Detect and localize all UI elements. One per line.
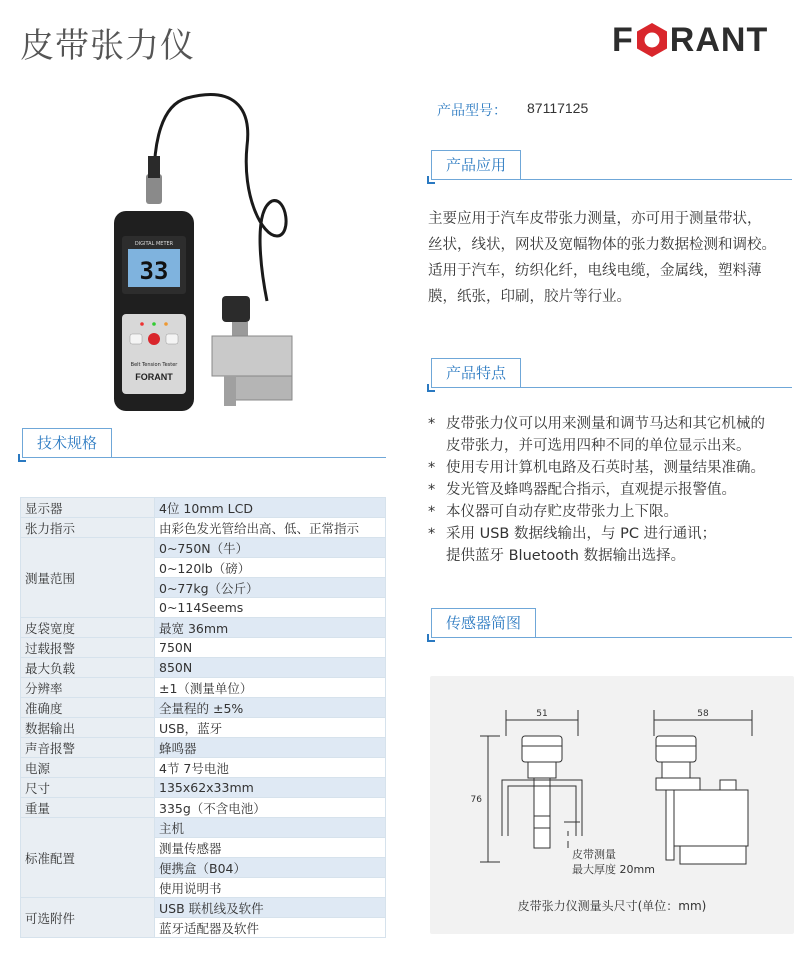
section-title-features: 产品特点 (431, 358, 521, 388)
feature-line: 使用专用计算机电路及石英时基，测量结果准确。 (446, 460, 765, 476)
sensor-caption: 皮带张力仪测量头尺寸(单位：mm) (517, 899, 707, 913)
spec-value: USB，蓝牙 (155, 718, 386, 738)
spec-value: 0~77kg（公斤） (155, 578, 386, 598)
spec-key: 分辨率 (21, 678, 155, 698)
sensor-drawing (430, 676, 794, 906)
feature-item: * 使用专用计算机电路及石英时基，测量结果准确。 (428, 460, 765, 476)
spec-key: 皮袋宽度 (21, 618, 155, 638)
spec-row (21, 658, 386, 678)
spec-value: 测量传感器 (155, 838, 386, 858)
spec-key: 电源 (21, 758, 155, 778)
spec-value: 使用说明书 (155, 878, 386, 898)
section-title-sensor: 传感器简图 (431, 608, 536, 638)
spec-row (21, 638, 386, 658)
brand-logo-letters-rant: RANT (669, 20, 769, 59)
meter-screen-reading: 33 (139, 257, 169, 285)
hex-nut-icon (635, 22, 669, 58)
spec-row (21, 778, 386, 798)
spec-value: ±1（测量单位） (155, 678, 386, 698)
section-header-sensor (431, 608, 792, 638)
spec-key: 张力指示 (21, 518, 155, 538)
spec-key: 重量 (21, 798, 155, 818)
spec-value: 750N (155, 638, 386, 658)
section-header-features (431, 358, 792, 388)
spec-key: 准确度 (21, 698, 155, 718)
feature-line: 皮带张力仪可以用来测量和调节马达和其它机械的 (446, 416, 765, 432)
section-divider (431, 387, 792, 388)
sensor-note-line1: 皮带测量 (572, 848, 616, 861)
spec-value: 全量程的 ±5% (155, 698, 386, 718)
brand-logo-letter-f: F (612, 20, 634, 59)
spec-value: 蜂鸣器 (155, 738, 386, 758)
sensor-note-line2: 最大厚度 20mm (572, 863, 655, 876)
meter-brand-text: FORANT (135, 372, 173, 382)
spec-row (21, 898, 386, 918)
application-line: 适用于汽车，纺织化纤，电线电缆，金属线，塑料薄 (428, 263, 762, 279)
application-line: 主要应用于汽车皮带张力测量，亦可用于测量带状， (428, 211, 762, 227)
spec-value: 4位 10mm LCD (155, 498, 386, 518)
meter-header-text: DIGITAL METER (134, 241, 174, 247)
spec-row (21, 498, 386, 518)
corner-mark (427, 634, 435, 642)
spec-key: 过载报警 (21, 638, 155, 658)
spec-key: 标准配置 (21, 818, 155, 898)
spec-row (21, 678, 386, 698)
spec-value: 135x62x33mm (155, 778, 386, 798)
spec-row (21, 698, 386, 718)
feature-line: 皮带张力，并可选用四种不同的单位显示出来。 (446, 438, 751, 454)
spec-value: 4节 7号电池 (155, 758, 386, 778)
product-model-value: 87117125 (527, 100, 589, 116)
product-model (437, 100, 588, 120)
page-title: 皮带张力仪 (20, 26, 195, 66)
spec-value: 蓝牙适配器及软件 (155, 918, 386, 938)
spec-row (21, 798, 386, 818)
spec-value: 主机 (155, 818, 386, 838)
spec-key: 最大负载 (21, 658, 155, 678)
feature-line: 本仪器可自动存贮皮带张力上下限。 (446, 504, 678, 520)
spec-row (21, 618, 386, 638)
section-header-application (431, 150, 792, 180)
brand-logo (612, 20, 768, 60)
spec-row (21, 518, 386, 538)
spec-value: 由彩色发光管给出高、低、正常指示 (155, 518, 386, 538)
spec-value: 0~120lb（磅） (155, 558, 386, 578)
spec-row (21, 738, 386, 758)
corner-mark (427, 384, 435, 392)
spec-row (21, 538, 386, 558)
corner-mark (427, 176, 435, 184)
section-divider (431, 179, 792, 180)
section-title-specs: 技术规格 (22, 428, 112, 458)
spec-row (21, 718, 386, 738)
spec-value: 0~750N（牛） (155, 538, 386, 558)
spec-row (21, 818, 386, 838)
spec-key: 数据输出 (21, 718, 155, 738)
application-line: 丝状，线状，网状及宽幅物体的张力数据检测和调校。 (428, 237, 776, 253)
spec-key: 尺寸 (21, 778, 155, 798)
sensor-diagram (430, 676, 794, 934)
spec-row (21, 758, 386, 778)
feature-line: 提供蓝牙 Bluetooth 数据输出选择。 (446, 548, 686, 564)
spec-value: 最宽 36mm (155, 618, 386, 638)
spec-key: 显示器 (21, 498, 155, 518)
meter-model-text: Belt Tension Tester (130, 362, 178, 368)
spec-key: 可选附件 (21, 898, 155, 938)
section-header-specs (22, 428, 386, 458)
features-list (428, 413, 796, 567)
feature-item: * 发光管及蜂鸣器配合指示，直观提示报警值。 (428, 482, 736, 498)
application-line: 膜，纸张，印刷，胶片等行业。 (428, 289, 631, 305)
belt-tension-meter-image (112, 86, 312, 416)
feature-item: * 皮带张力仪可以用来测量和调节马达和其它机械的 皮带张力，并可选用四种不同的单位显示出来。 (428, 413, 796, 457)
feature-line: 采用 USB 数据线输出，与 PC 进行通讯； (446, 526, 717, 542)
spec-value: USB 联机线及软件 (155, 898, 386, 918)
dimension-width-left: 51 (536, 709, 548, 719)
section-title-application: 产品应用 (431, 150, 521, 180)
corner-mark (18, 454, 26, 462)
product-model-label: 产品型号： (437, 103, 507, 119)
application-text (428, 206, 792, 310)
section-divider (22, 457, 386, 458)
spec-table (20, 497, 386, 938)
spec-value: 335g（不含电池） (155, 798, 386, 818)
dimension-height: 76 (470, 795, 482, 805)
spec-key: 测量范围 (21, 538, 155, 618)
spec-value: 便携盒（B04） (155, 858, 386, 878)
feature-item: * 本仪器可自动存贮皮带张力上下限。 (428, 504, 678, 520)
spec-value: 850N (155, 658, 386, 678)
feature-item: * 采用 USB 数据线输出，与 PC 进行通讯； 提供蓝牙 Bluetooth 数据输出选择。 (428, 523, 796, 567)
section-divider (431, 637, 792, 638)
spec-key: 声音报警 (21, 738, 155, 758)
spec-value: 0~114Seems (155, 598, 386, 618)
feature-line: 发光管及蜂鸣器配合指示，直观提示报警值。 (446, 482, 736, 498)
dimension-width-right: 58 (697, 709, 709, 719)
